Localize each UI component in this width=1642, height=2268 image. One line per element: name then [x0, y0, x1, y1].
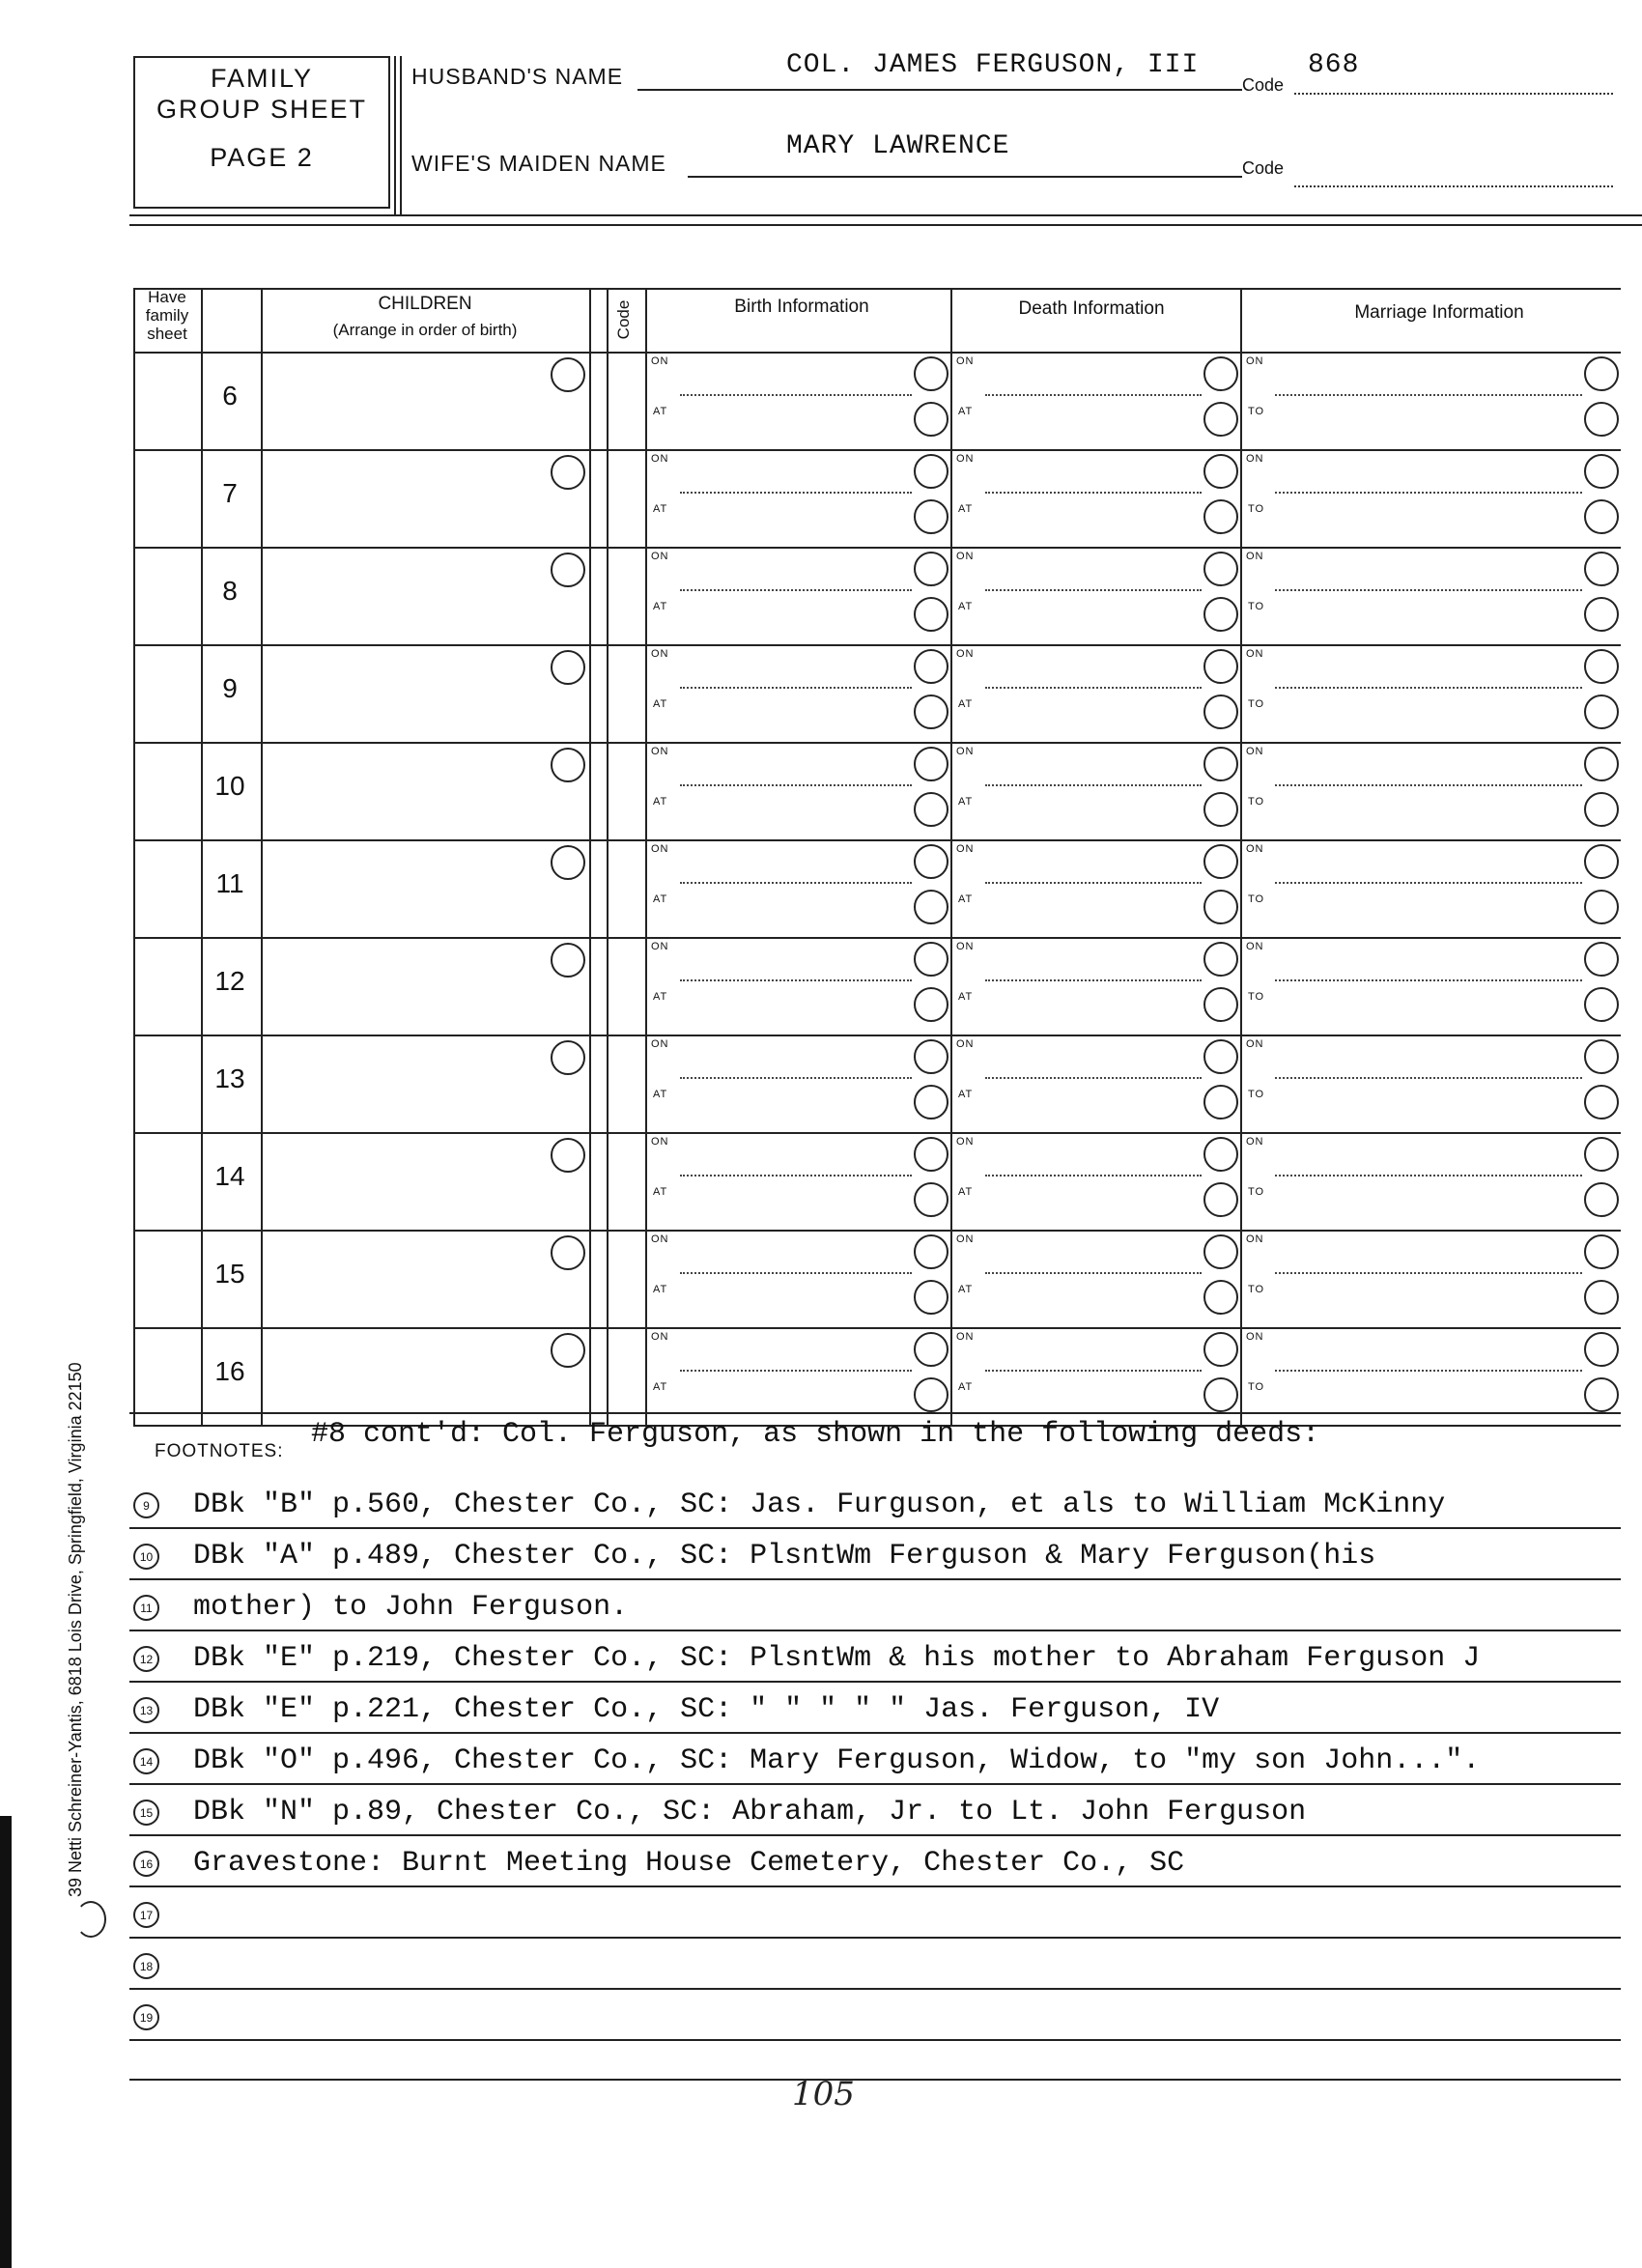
table-header-top-rule — [133, 288, 1621, 290]
birth-at-code-circle[interactable] — [914, 1182, 948, 1217]
marriage-on-code-circle[interactable] — [1584, 942, 1619, 977]
birth-on-code-circle[interactable] — [914, 649, 948, 684]
death-at-label: AT — [958, 1381, 974, 1393]
footnotes-top-rule — [129, 1412, 1621, 1414]
table-row-rule-7 — [133, 1035, 1621, 1036]
footnote-number: 14 — [133, 1748, 159, 1774]
birth-date-line[interactable] — [680, 394, 912, 396]
death-at-code-circle[interactable] — [1203, 1377, 1238, 1412]
birth-date-line[interactable] — [680, 979, 912, 981]
birth-date-line[interactable] — [680, 1077, 912, 1079]
child-row-number: 6 — [222, 381, 238, 411]
footnote-rule — [129, 1783, 1621, 1785]
death-at-label: AT — [958, 893, 974, 905]
table-column-rule-1 — [201, 288, 203, 1425]
child-row-number: 9 — [222, 673, 238, 703]
marriage-on-label: ON — [1246, 941, 1264, 952]
marriage-date-line[interactable] — [1275, 1077, 1582, 1079]
birth-on-label: ON — [651, 1233, 669, 1245]
birth-on-label: ON — [651, 746, 669, 757]
marriage-on-label: ON — [1246, 648, 1264, 660]
table-column-rule-0 — [133, 288, 135, 1425]
birth-at-label: AT — [653, 1186, 668, 1198]
birth-at-code-circle[interactable] — [914, 597, 948, 632]
marriage-on-label: ON — [1246, 551, 1264, 562]
table-column-rule-2 — [261, 288, 263, 1425]
death-at-label: AT — [958, 406, 974, 417]
sheet-title-line2: GROUP SHEET — [156, 95, 368, 124]
table-column-rule-5 — [645, 288, 647, 1425]
birth-date-line[interactable] — [680, 784, 912, 786]
birth-at-code-circle[interactable] — [914, 1085, 948, 1120]
death-at-code-circle[interactable] — [1203, 987, 1238, 1022]
birth-on-code-circle[interactable] — [914, 747, 948, 781]
footnote-number: 16 — [133, 1851, 159, 1877]
child-row-number: 8 — [222, 576, 238, 606]
birth-at-code-circle[interactable] — [914, 1377, 948, 1412]
death-at-code-circle[interactable] — [1203, 792, 1238, 827]
marriage-to-code-circle[interactable] — [1584, 695, 1619, 729]
child-row-number: 15 — [214, 1259, 245, 1289]
marriage-to-code-circle[interactable] — [1584, 1377, 1619, 1412]
footnote-rule — [129, 2039, 1621, 2041]
death-on-label: ON — [956, 355, 975, 367]
table-row-rule-0 — [133, 352, 1621, 354]
death-date-line[interactable] — [985, 784, 1202, 786]
birth-on-code-circle[interactable] — [914, 454, 948, 489]
death-on-label: ON — [956, 1038, 975, 1050]
death-date-line[interactable] — [985, 687, 1202, 689]
marriage-to-label: TO — [1248, 503, 1265, 515]
publisher-credit: 39 Netti Schreiner-Yantis, 6818 Lois Drive, Springfield, Virginia 22150 — [66, 1362, 85, 1897]
death-on-code-circle[interactable] — [1203, 1137, 1238, 1172]
death-on-code-circle[interactable] — [1203, 1332, 1238, 1367]
birth-date-line[interactable] — [680, 1272, 912, 1274]
marriage-date-line[interactable] — [1275, 589, 1582, 591]
marriage-on-label: ON — [1246, 843, 1264, 855]
death-on-label: ON — [956, 1136, 975, 1148]
birth-on-code-circle[interactable] — [914, 1234, 948, 1269]
birth-at-label: AT — [653, 1381, 668, 1393]
footnote-number: 11 — [133, 1595, 159, 1621]
marriage-to-label: TO — [1248, 1089, 1265, 1100]
sheet-title-box — [133, 56, 390, 209]
table-row-rule-4 — [133, 742, 1621, 744]
have-family-sheet-header: Have family sheet — [145, 288, 189, 343]
birth-at-code-circle[interactable] — [914, 890, 948, 924]
birth-at-code-circle[interactable] — [914, 402, 948, 437]
marriage-to-code-circle[interactable] — [1584, 402, 1619, 437]
death-at-label: AT — [958, 991, 974, 1003]
footnote-number: 19 — [133, 2004, 159, 2030]
footnote-number: 18 — [133, 1953, 159, 1979]
birth-at-code-circle[interactable] — [914, 1280, 948, 1315]
death-on-code-circle[interactable] — [1203, 942, 1238, 977]
children-header: CHILDREN — [378, 294, 472, 314]
table-column-rule-7 — [1240, 288, 1242, 1425]
child-name-code-circle[interactable] — [551, 1333, 585, 1368]
marriage-date-line[interactable] — [1275, 492, 1582, 494]
death-date-line[interactable] — [985, 1077, 1202, 1079]
death-on-code-circle[interactable] — [1203, 552, 1238, 586]
marriage-date-line[interactable] — [1275, 784, 1582, 786]
death-on-label: ON — [956, 1331, 975, 1343]
marriage-to-label: TO — [1248, 601, 1265, 612]
table-row-rule-6 — [133, 937, 1621, 939]
child-name-code-circle[interactable] — [551, 553, 585, 587]
death-on-label: ON — [956, 843, 975, 855]
marriage-to-label: TO — [1248, 1284, 1265, 1295]
marriage-on-label: ON — [1246, 1233, 1264, 1245]
margin-mark — [75, 1901, 106, 1938]
footnote-rule — [129, 1732, 1621, 1734]
birth-on-label: ON — [651, 1331, 669, 1343]
marriage-to-label: TO — [1248, 698, 1265, 710]
death-on-code-circle[interactable] — [1203, 1039, 1238, 1074]
marriage-to-label: TO — [1248, 1186, 1265, 1198]
marriage-to-code-circle[interactable] — [1584, 499, 1619, 534]
death-on-label: ON — [956, 551, 975, 562]
marriage-on-label: ON — [1246, 355, 1264, 367]
birth-at-code-circle[interactable] — [914, 987, 948, 1022]
birth-on-code-circle[interactable] — [914, 942, 948, 977]
birth-at-label: AT — [653, 406, 668, 417]
marriage-on-code-circle[interactable] — [1584, 1039, 1619, 1074]
marriage-to-label: TO — [1248, 406, 1265, 417]
marriage-to-label: TO — [1248, 991, 1265, 1003]
marriage-date-line[interactable] — [1275, 1272, 1582, 1274]
marriage-date-line[interactable] — [1275, 1370, 1582, 1372]
footnote-text[interactable]: Gravestone: Burnt Meeting House Cemetery, Chester Co., SC — [193, 1847, 1185, 1880]
handwritten-page-number: 105 — [792, 2075, 855, 2113]
marriage-to-code-circle[interactable] — [1584, 597, 1619, 632]
death-at-label: AT — [958, 1284, 974, 1295]
birth-on-code-circle[interactable] — [914, 844, 948, 879]
death-on-code-circle[interactable] — [1203, 356, 1238, 391]
footnote-text[interactable]: DBk "N" p.89, Chester Co., SC: Abraham, Jr. to Lt. John Ferguson — [193, 1796, 1307, 1829]
death-at-label: AT — [958, 503, 974, 515]
birth-on-label: ON — [651, 453, 669, 465]
birth-at-label: AT — [653, 601, 668, 612]
death-on-label: ON — [956, 941, 975, 952]
header-rule-bottom — [129, 224, 1642, 226]
footnote-rule — [129, 1937, 1621, 1939]
table-row-rule-5 — [133, 839, 1621, 841]
marriage-on-code-circle[interactable] — [1584, 356, 1619, 391]
footnote-rule — [129, 1630, 1621, 1631]
death-date-line[interactable] — [985, 979, 1202, 981]
death-on-label: ON — [956, 453, 975, 465]
child-row-number: 13 — [214, 1063, 245, 1093]
birth-on-label: ON — [651, 941, 669, 952]
birth-at-code-circle[interactable] — [914, 499, 948, 534]
death-date-line[interactable] — [985, 882, 1202, 884]
table-row-rule-10 — [133, 1327, 1621, 1329]
death-on-code-circle[interactable] — [1203, 649, 1238, 684]
birth-on-code-circle[interactable] — [914, 1039, 948, 1074]
footnote-rule — [129, 1988, 1621, 1990]
death-at-label: AT — [958, 1089, 974, 1100]
footnote-number: 12 — [133, 1646, 159, 1672]
husband-code-value[interactable]: 868 — [1308, 50, 1360, 80]
marriage-date-line[interactable] — [1275, 882, 1582, 884]
death-date-line[interactable] — [985, 492, 1202, 494]
code-header — [604, 295, 644, 345]
birth-date-line[interactable] — [680, 492, 912, 494]
footnote-number: 15 — [133, 1800, 159, 1826]
marriage-to-code-circle[interactable] — [1584, 1182, 1619, 1217]
child-name-code-circle[interactable] — [551, 748, 585, 782]
table-column-rule-4 — [607, 288, 609, 1425]
birth-at-label: AT — [653, 893, 668, 905]
table-column-rule-3 — [589, 288, 591, 1425]
marriage-info-header: Marriage Information — [1354, 302, 1524, 323]
wife-code-label: Code — [1242, 158, 1285, 178]
child-name-code-circle[interactable] — [551, 1040, 585, 1075]
death-on-label: ON — [956, 648, 975, 660]
death-at-label: AT — [958, 698, 974, 710]
death-date-line[interactable] — [985, 589, 1202, 591]
marriage-on-code-circle[interactable] — [1584, 454, 1619, 489]
table-row-rule-1 — [133, 449, 1621, 451]
birth-at-label: AT — [653, 796, 668, 808]
scan-edge — [0, 1816, 12, 2268]
footnote-rule — [129, 1885, 1621, 1887]
birth-on-label: ON — [651, 648, 669, 660]
marriage-to-label: TO — [1248, 893, 1265, 905]
husband-name-label: HUSBAND'S NAME — [411, 64, 624, 89]
footnote-text[interactable]: DBk "B" p.560, Chester Co., SC: Jas. Furguson, et als to William McKinny — [193, 1488, 1446, 1521]
marriage-date-line[interactable] — [1275, 979, 1582, 981]
footnote-number: 10 — [133, 1544, 159, 1570]
marriage-on-label: ON — [1246, 453, 1264, 465]
wife-name-label: WIFE'S MAIDEN NAME — [411, 151, 666, 176]
sheet-page-label: PAGE 2 — [210, 143, 314, 172]
marriage-on-code-circle[interactable] — [1584, 1137, 1619, 1172]
death-at-code-circle[interactable] — [1203, 695, 1238, 729]
footnote-number: 13 — [133, 1697, 159, 1723]
death-info-header: Death Information — [1018, 298, 1165, 319]
death-at-code-circle[interactable] — [1203, 1280, 1238, 1315]
birth-date-line[interactable] — [680, 882, 912, 884]
code-header-text: Code — [614, 299, 633, 340]
footnote-text[interactable]: DBk "A" p.489, Chester Co., SC: PlsntWm Ferguson & Mary Ferguson(his — [193, 1540, 1376, 1573]
birth-info-header: Birth Information — [734, 297, 869, 317]
death-at-code-circle[interactable] — [1203, 1085, 1238, 1120]
child-name-code-circle[interactable] — [551, 455, 585, 490]
death-at-code-circle[interactable] — [1203, 890, 1238, 924]
marriage-on-label: ON — [1246, 1331, 1264, 1343]
marriage-to-code-circle[interactable] — [1584, 1085, 1619, 1120]
child-row-number: 16 — [214, 1356, 245, 1386]
marriage-on-label: ON — [1246, 1038, 1264, 1050]
birth-on-label: ON — [651, 355, 669, 367]
birth-at-label: AT — [653, 991, 668, 1003]
marriage-on-code-circle[interactable] — [1584, 1332, 1619, 1367]
death-date-line[interactable] — [985, 394, 1202, 396]
death-at-label: AT — [958, 601, 974, 612]
death-at-label: AT — [958, 1186, 974, 1198]
sheet-title-line1: FAMILY — [210, 64, 314, 93]
birth-on-code-circle[interactable] — [914, 1137, 948, 1172]
husband-name-value[interactable]: COL. JAMES FERGUSON, III — [786, 50, 1200, 80]
death-date-line[interactable] — [985, 1370, 1202, 1372]
birth-on-code-circle[interactable] — [914, 552, 948, 586]
marriage-date-line[interactable] — [1275, 394, 1582, 396]
death-on-label: ON — [956, 746, 975, 757]
birth-on-label: ON — [651, 1038, 669, 1050]
marriage-date-line[interactable] — [1275, 1175, 1582, 1177]
marriage-to-code-circle[interactable] — [1584, 987, 1619, 1022]
child-name-code-circle[interactable] — [551, 1138, 585, 1173]
child-row-number: 10 — [214, 771, 245, 801]
footnote-text[interactable]: DBk "E" p.221, Chester Co., SC: " " " " " Jas. Ferguson, IV — [193, 1693, 1220, 1726]
death-date-line[interactable] — [985, 1175, 1202, 1177]
child-name-code-circle[interactable] — [551, 943, 585, 978]
birth-at-label: AT — [653, 1089, 668, 1100]
death-at-code-circle[interactable] — [1203, 1182, 1238, 1217]
footnotes-bottom-rule — [129, 2079, 1621, 2081]
footnotes-label: FOOTNOTES: — [155, 1441, 284, 1461]
table-row-rule-3 — [133, 644, 1621, 646]
birth-on-label: ON — [651, 551, 669, 562]
child-row-number: 12 — [214, 966, 245, 996]
death-at-code-circle[interactable] — [1203, 499, 1238, 534]
birth-on-label: ON — [651, 1136, 669, 1148]
marriage-on-label: ON — [1246, 746, 1264, 757]
birth-date-line[interactable] — [680, 1175, 912, 1177]
table-row-rule-2 — [133, 547, 1621, 549]
table-row-rule-9 — [133, 1230, 1621, 1232]
marriage-on-code-circle[interactable] — [1584, 747, 1619, 781]
footnote-rule — [129, 1527, 1621, 1529]
footnote-number: 9 — [133, 1492, 159, 1518]
header-divider — [394, 56, 402, 216]
death-at-label: AT — [958, 796, 974, 808]
death-on-label: ON — [956, 1233, 975, 1245]
birth-date-line[interactable] — [680, 1370, 912, 1372]
footnote-number: 17 — [133, 1902, 159, 1928]
footnote-text[interactable]: mother) to John Ferguson. — [193, 1591, 629, 1624]
child-name-code-circle[interactable] — [551, 845, 585, 880]
death-on-code-circle[interactable] — [1203, 747, 1238, 781]
wife-name-value[interactable]: MARY LAWRENCE — [786, 131, 1010, 161]
footnote-rule — [129, 1578, 1621, 1580]
child-name-code-circle[interactable] — [551, 650, 585, 685]
birth-on-label: ON — [651, 843, 669, 855]
birth-date-line[interactable] — [680, 589, 912, 591]
birth-on-code-circle[interactable] — [914, 356, 948, 391]
footnotes-intro: #8 cont'd: Col. Ferguson, as shown in the following deeds: — [311, 1418, 1320, 1451]
table-column-rule-6 — [950, 288, 952, 1425]
death-on-code-circle[interactable] — [1203, 844, 1238, 879]
birth-at-code-circle[interactable] — [914, 695, 948, 729]
marriage-on-code-circle[interactable] — [1584, 844, 1619, 879]
footnote-rule — [129, 1834, 1621, 1836]
header-rule-top — [129, 214, 1642, 216]
birth-at-code-circle[interactable] — [914, 792, 948, 827]
birth-on-code-circle[interactable] — [914, 1332, 948, 1367]
marriage-date-line[interactable] — [1275, 687, 1582, 689]
children-header-note: (Arrange in order of birth) — [332, 321, 518, 339]
wife-code-line — [1294, 166, 1613, 187]
husband-code-label: Code — [1242, 75, 1285, 95]
death-on-code-circle[interactable] — [1203, 1234, 1238, 1269]
child-row-number: 11 — [215, 868, 244, 898]
footnote-text[interactable]: DBk "E" p.219, Chester Co., SC: PlsntWm & his mother to Abraham Ferguson J — [193, 1642, 1481, 1675]
child-row-number: 14 — [214, 1161, 245, 1191]
marriage-on-code-circle[interactable] — [1584, 1234, 1619, 1269]
death-at-code-circle[interactable] — [1203, 597, 1238, 632]
marriage-to-label: TO — [1248, 1381, 1265, 1393]
marriage-to-code-circle[interactable] — [1584, 1280, 1619, 1315]
child-name-code-circle[interactable] — [551, 1235, 585, 1270]
footnote-rule — [129, 1681, 1621, 1683]
death-on-code-circle[interactable] — [1203, 454, 1238, 489]
child-name-code-circle[interactable] — [551, 357, 585, 392]
marriage-on-label: ON — [1246, 1136, 1264, 1148]
death-date-line[interactable] — [985, 1272, 1202, 1274]
child-row-number: 7 — [222, 478, 238, 508]
marriage-to-code-circle[interactable] — [1584, 890, 1619, 924]
table-row-rule-8 — [133, 1132, 1621, 1134]
marriage-on-code-circle[interactable] — [1584, 649, 1619, 684]
death-at-code-circle[interactable] — [1203, 402, 1238, 437]
birth-date-line[interactable] — [680, 687, 912, 689]
footnote-text[interactable]: DBk "O" p.496, Chester Co., SC: Mary Ferguson, Widow, to "my son John...". — [193, 1744, 1481, 1777]
birth-at-label: AT — [653, 503, 668, 515]
marriage-on-code-circle[interactable] — [1584, 552, 1619, 586]
birth-at-label: AT — [653, 1284, 668, 1295]
marriage-to-code-circle[interactable] — [1584, 792, 1619, 827]
birth-at-label: AT — [653, 698, 668, 710]
marriage-to-label: TO — [1248, 796, 1265, 808]
